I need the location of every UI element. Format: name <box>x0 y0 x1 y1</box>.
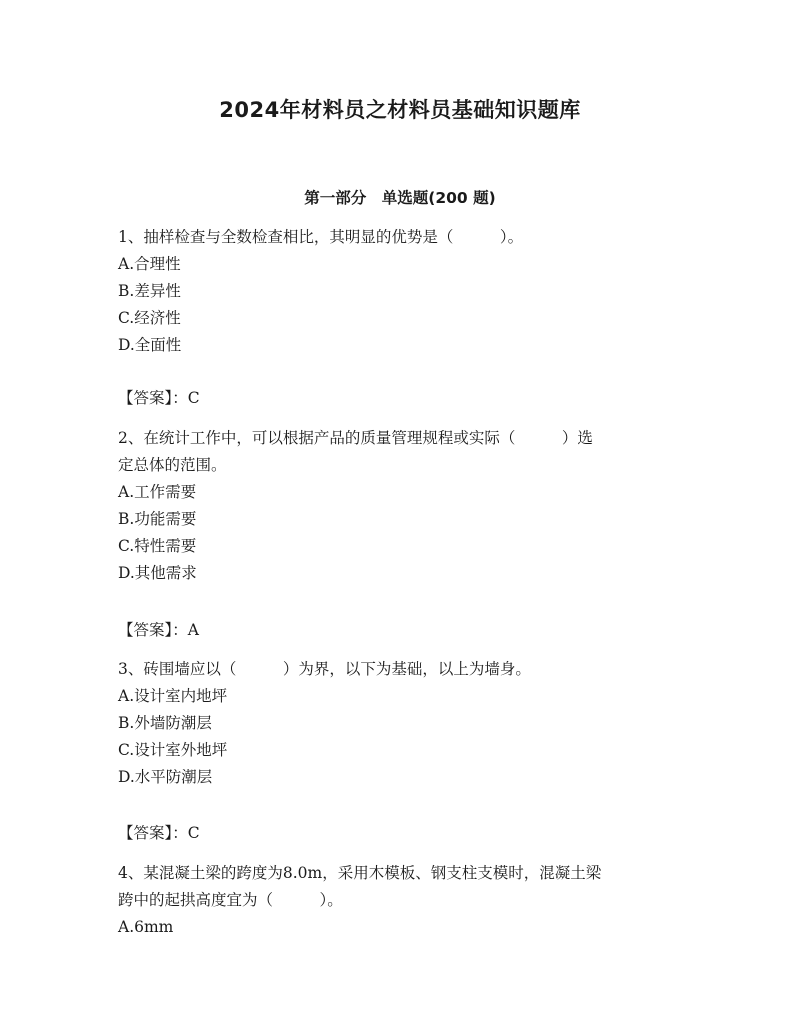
option-d: D.水平防潮层 <box>118 768 213 786</box>
option-b: B.功能需要 <box>118 510 197 528</box>
question-2 <box>118 425 688 587</box>
option-a: A.合理性 <box>118 255 181 273</box>
question-3 <box>118 656 688 791</box>
option-a: A.6mm <box>118 918 174 936</box>
answer-2: 【答案】：A <box>118 621 199 639</box>
page-title: 2024年材料员之材料员基础知识题库 <box>219 98 581 122</box>
question-stem: 2、在统计工作中，可以根据产品的质量管理规程或实际（ ）选 <box>118 429 593 447</box>
option-d: D.全面性 <box>118 336 182 354</box>
option-c: C.特性需要 <box>118 537 197 555</box>
question-stem-continued: 定总体的范围。 <box>118 456 227 474</box>
option-a: A.工作需要 <box>118 483 197 501</box>
question-stem-continued: 跨中的起拱高度宜为（ ）。 <box>118 891 343 909</box>
option-a: A.设计室内地坪 <box>118 687 228 705</box>
section-heading: 第一部分 单选题(200 题) <box>304 189 496 207</box>
question-4 <box>118 860 688 941</box>
answer-1: 【答案】：C <box>118 389 200 407</box>
option-d: D.其他需求 <box>118 564 197 582</box>
question-stem: 3、砖围墙应以（ ）为界，以下为基础，以上为墙身。 <box>118 660 531 678</box>
question-stem: 4、某混凝土梁的跨度为8.0m，采用木模板、钢支柱支模时，混凝土梁 <box>118 864 602 882</box>
option-c: C.设计室外地坪 <box>118 741 228 759</box>
option-b: B.外墙防潮层 <box>118 714 212 732</box>
option-b: B.差异性 <box>118 282 181 300</box>
option-c: C.经济性 <box>118 309 181 327</box>
answer-3: 【答案】：C <box>118 824 200 842</box>
question-stem: 1、抽样检查与全数检查相比，其明显的优势是（ ）。 <box>118 228 524 246</box>
question-1 <box>118 224 688 359</box>
